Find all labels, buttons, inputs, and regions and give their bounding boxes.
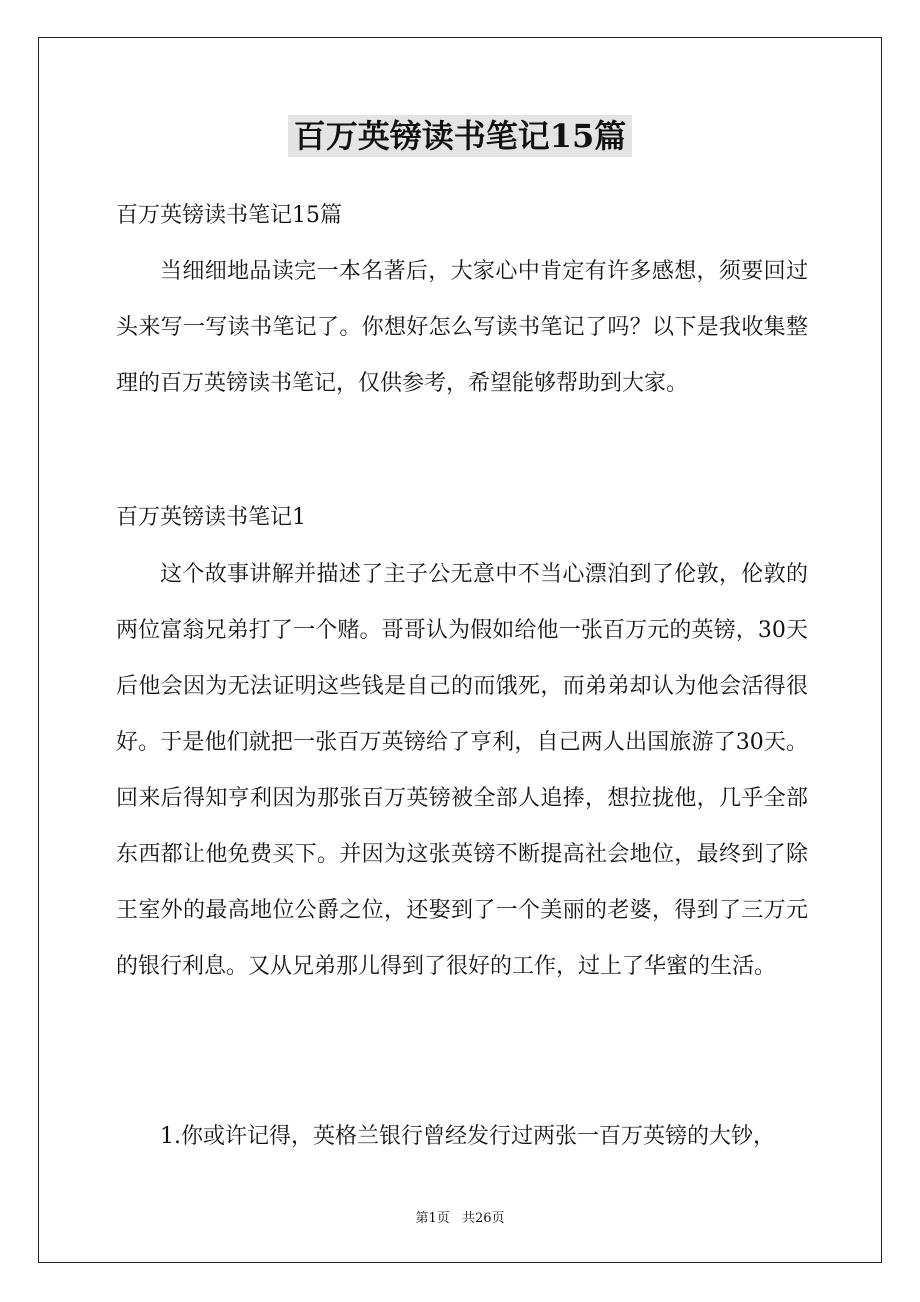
intro-paragraph: 当细细地品读完一本名著后，大家心中肯定有许多感想，须要回过头来写一写读书笔记了。你想好怎么写读书笔记了吗？以下是我收集整理的百万英镑读书笔记，仅供参考，希望能够帮助到大家。 <box>116 259 808 396</box>
section-1-paragraph: 这个故事讲解并描述了主子公无意中不当心漂泊到了伦敦，伦敦的两位富翁兄弟打了一个赌。哥哥认为假如给他一张百万元的英镑，30天后他会因为无法证明这些钱是自己的而饿死，而弟弟却认为他会活得很好。于是他们就把一张百万英镑给了亨利，自己两人出国旅游了30天。回来后得知亨利因为那张百万英镑被全部人追捧，想拉拢他，几乎全部东西都让他免费买下。并因为这张英镑不断提高社会地位，最终到了除王室外的最高地位公爵之位，还娶到了一个美丽的老婆，得到了三万元的银行利息。又从兄弟那儿得到了很好的工作，过上了华蜜的生活。 <box>116 562 808 979</box>
intro-heading: 百万英镑读书笔记15篇 <box>116 203 342 228</box>
page-number: 第1页 <box>415 1211 450 1226</box>
page-total: 共26页 <box>461 1211 505 1226</box>
page-footer <box>0 1207 920 1226</box>
point-1-paragraph: 1.你或许记得，英格兰银行曾经发行过两张一百万英镑的大钞， <box>160 1124 775 1149</box>
document-title-text: 百万英镑读书笔记15篇 <box>288 115 633 157</box>
section-1-heading: 百万英镑读书笔记1 <box>116 505 306 530</box>
document-title <box>0 110 920 162</box>
